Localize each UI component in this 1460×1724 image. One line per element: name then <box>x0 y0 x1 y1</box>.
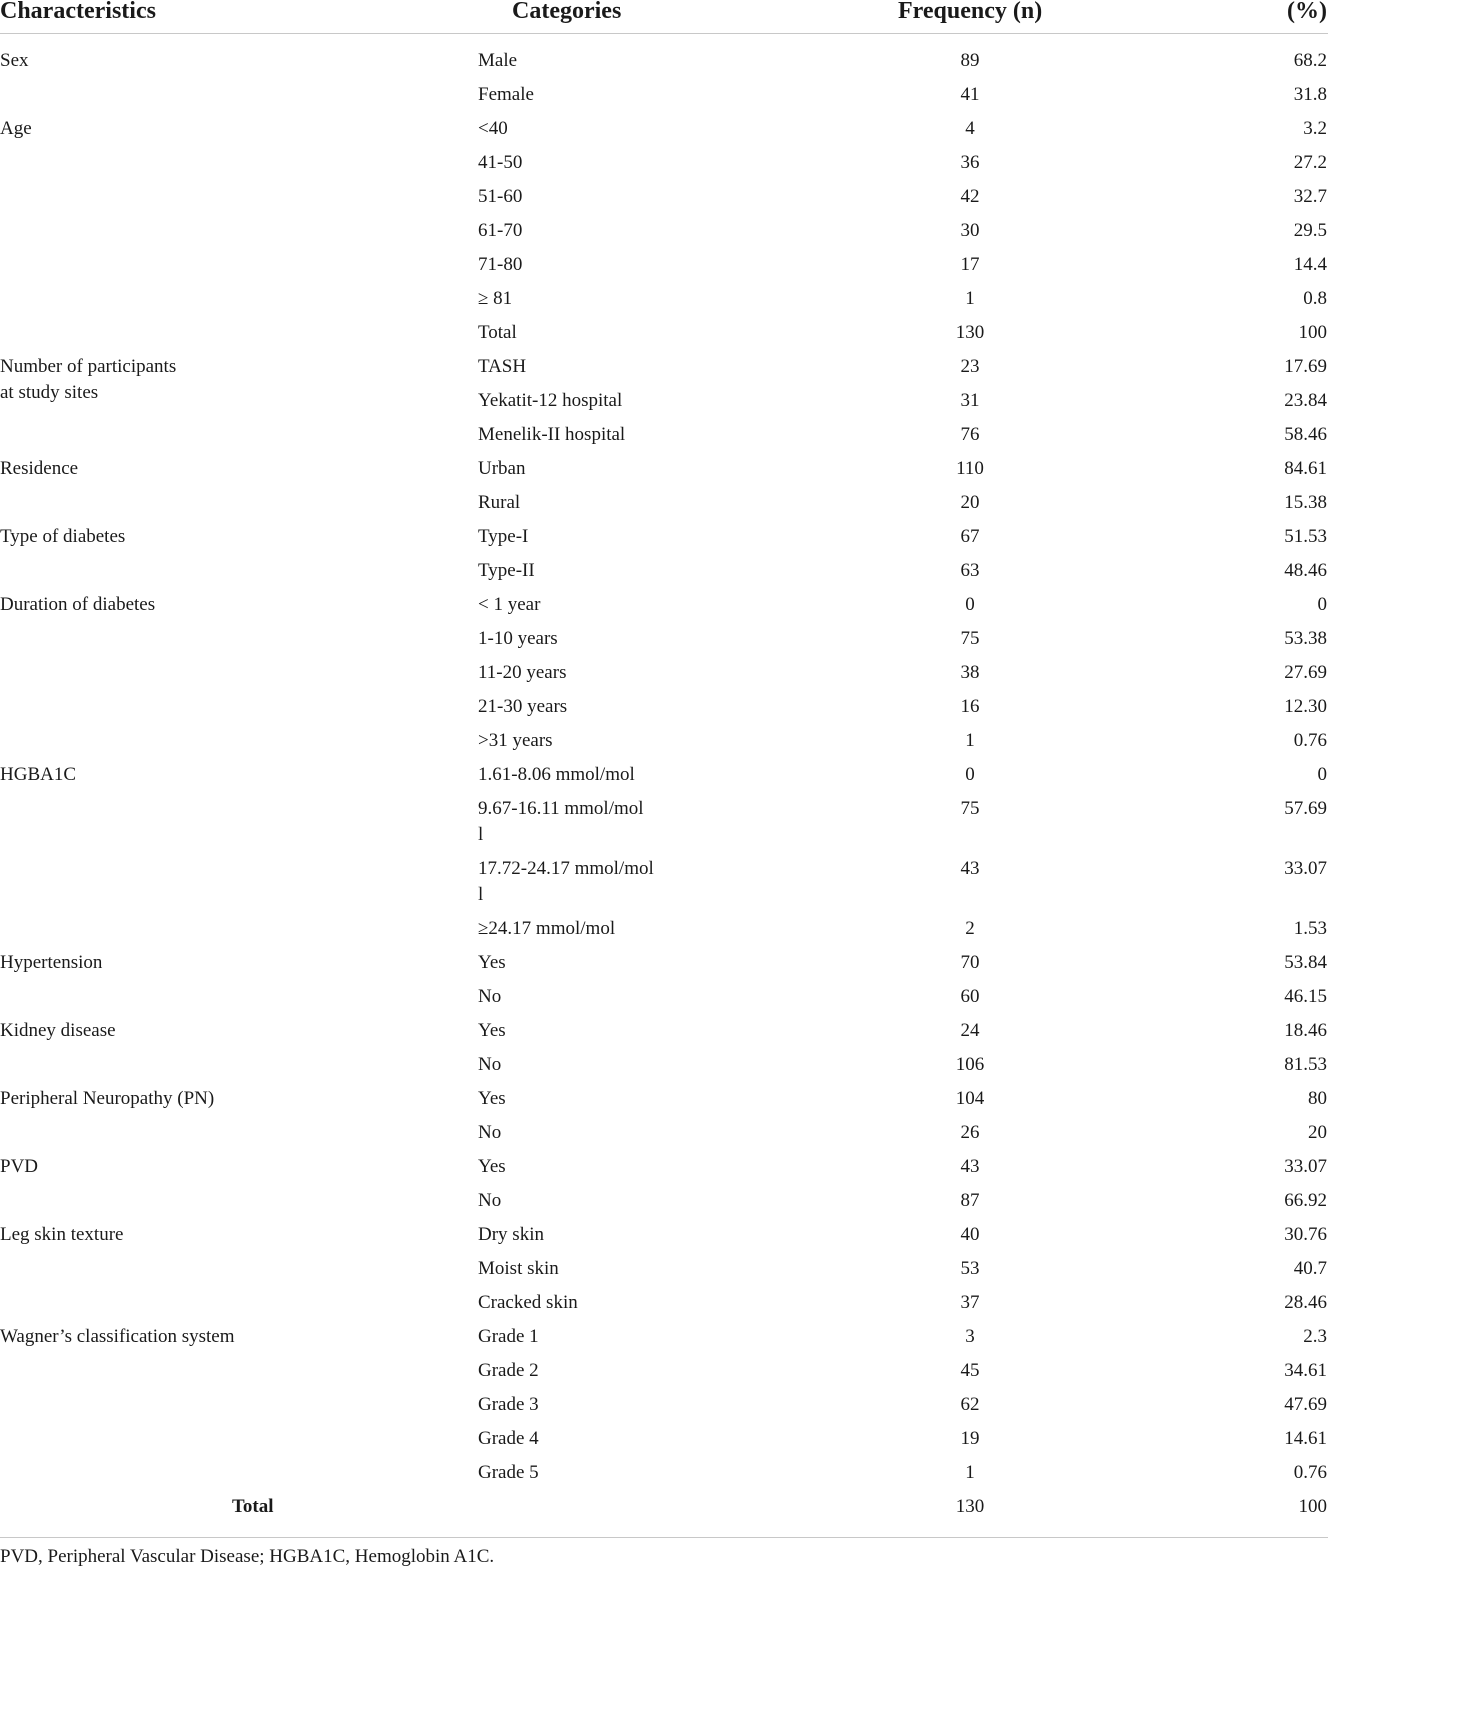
category-label: Grade 5 <box>478 1462 539 1483</box>
frequency-value: 1 <box>965 730 975 751</box>
frequency-value: 42 <box>960 186 980 207</box>
percent-value: 81.53 <box>1284 1054 1327 1075</box>
percent-value: 3.2 <box>1303 118 1327 139</box>
frequency-value: 45 <box>960 1360 980 1381</box>
category-label: 41-50 <box>478 152 523 173</box>
frequency-value: 130 <box>955 322 985 343</box>
percent-value: 2.3 <box>1303 1326 1327 1347</box>
percent-value: 15.38 <box>1284 492 1327 513</box>
percent-value: 40.7 <box>1293 1258 1327 1279</box>
category-label: 61-70 <box>478 220 523 241</box>
category-label: No <box>478 1122 502 1143</box>
characteristic-label: Age <box>0 118 32 139</box>
percent-value: 14.61 <box>1284 1428 1327 1449</box>
frequency-value: 31 <box>960 390 980 411</box>
category-label: Menelik-II hospital <box>478 424 626 445</box>
percent-value: 0.8 <box>1303 288 1327 309</box>
category-label: No <box>478 986 502 1007</box>
category-label: Type-I <box>478 526 529 547</box>
category-label: 9.67-16.11 mmol/mol <box>478 798 644 819</box>
frequency-value: 0 <box>965 764 975 785</box>
percent-value: 34.61 <box>1284 1360 1327 1381</box>
category-label: ≥ 81 <box>478 288 513 309</box>
category-label: < 1 year <box>478 594 541 615</box>
frequency-value: 60 <box>960 986 980 1007</box>
frequency-value: 104 <box>955 1088 985 1109</box>
frequency-value: 20 <box>960 492 980 513</box>
characteristic-label: Number of participants <box>0 356 177 377</box>
frequency-value: 106 <box>955 1054 985 1075</box>
total-percent: 100 <box>1298 1496 1327 1517</box>
frequency-value: 1 <box>965 288 975 309</box>
category-label: Total <box>478 322 517 343</box>
frequency-value: 41 <box>960 84 980 105</box>
frequency-value: 19 <box>960 1428 980 1449</box>
category-label: Cracked skin <box>478 1292 578 1313</box>
category-label: <40 <box>478 118 508 139</box>
frequency-value: 4 <box>965 118 975 139</box>
category-label: TASH <box>478 356 527 377</box>
frequency-value: 36 <box>960 152 980 173</box>
frequency-value: 2 <box>965 918 975 939</box>
characteristic-label: Type of diabetes <box>0 526 126 547</box>
characteristic-label: Sex <box>0 50 29 71</box>
characteristic-label: HGBA1C <box>0 764 77 785</box>
category-label: 1-10 years <box>478 628 558 649</box>
category-label-line2: l <box>478 884 484 905</box>
header-characteristics: Characteristics <box>0 0 156 24</box>
header-frequency: Frequency (n) <box>898 0 1043 24</box>
percent-value: 57.69 <box>1284 798 1327 819</box>
percent-value: 47.69 <box>1284 1394 1327 1415</box>
characteristic-label: Wagner’s classification system <box>0 1326 235 1347</box>
category-label: Yes <box>478 1156 506 1177</box>
category-label: No <box>478 1190 502 1211</box>
header-rule <box>0 33 1328 34</box>
percent-value: 1.53 <box>1293 918 1327 939</box>
percent-value: 27.2 <box>1293 152 1327 173</box>
characteristic-label-line2: at study sites <box>0 382 99 403</box>
percent-value: 0 <box>1317 594 1327 615</box>
characteristic-label: Residence <box>0 458 79 479</box>
frequency-value: 89 <box>960 50 980 71</box>
frequency-value: 0 <box>965 594 975 615</box>
percent-value: 0 <box>1317 764 1327 785</box>
frequency-value: 75 <box>960 628 980 649</box>
percent-value: 23.84 <box>1284 390 1327 411</box>
characteristic-label: Peripheral Neuropathy (PN) <box>0 1088 215 1109</box>
percent-value: 80 <box>1308 1088 1327 1109</box>
percent-value: 100 <box>1298 322 1327 343</box>
category-label: No <box>478 1054 502 1075</box>
category-label: ≥24.17 mmol/mol <box>478 918 616 939</box>
percent-value: 30.76 <box>1284 1224 1327 1245</box>
frequency-value: 38 <box>960 662 980 683</box>
frequency-value: 37 <box>960 1292 980 1313</box>
category-label: Type-II <box>478 560 535 581</box>
category-label: 1.61-8.06 mmol/mol <box>478 764 635 785</box>
percent-value: 29.5 <box>1293 220 1327 241</box>
frequency-value: 26 <box>960 1122 980 1143</box>
category-label: Grade 2 <box>478 1360 539 1381</box>
frequency-value: 70 <box>960 952 980 973</box>
category-label: 51-60 <box>478 186 523 207</box>
percent-value: 51.53 <box>1284 526 1327 547</box>
characteristic-label: Kidney disease <box>0 1020 116 1041</box>
category-label: 11-20 years <box>478 662 567 683</box>
category-label: Male <box>478 50 518 71</box>
frequency-value: 62 <box>960 1394 980 1415</box>
percent-value: 33.07 <box>1284 858 1327 879</box>
percent-value: 58.46 <box>1284 424 1327 445</box>
characteristic-label: Leg skin texture <box>0 1224 124 1245</box>
percent-value: 46.15 <box>1284 986 1327 1007</box>
percent-value: 0.76 <box>1293 1462 1327 1483</box>
total-label: Total <box>232 1496 274 1517</box>
percent-value: 33.07 <box>1284 1156 1327 1177</box>
percent-value: 17.69 <box>1284 356 1327 377</box>
frequency-value: 63 <box>960 560 980 581</box>
frequency-value: 87 <box>960 1190 980 1211</box>
percent-value: 66.92 <box>1284 1190 1327 1211</box>
category-label: Yes <box>478 1088 506 1109</box>
frequency-value: 40 <box>960 1224 980 1245</box>
category-label: Grade 1 <box>478 1326 539 1347</box>
category-label: Yekatit-12 hospital <box>478 390 623 411</box>
characteristic-label: PVD <box>0 1156 39 1177</box>
percent-value: 0.76 <box>1293 730 1327 751</box>
frequency-value: 110 <box>956 458 984 479</box>
total-frequency: 130 <box>955 1496 985 1517</box>
category-label: Yes <box>478 1020 506 1041</box>
percent-value: 32.7 <box>1293 186 1327 207</box>
characteristic-label: Hypertension <box>0 952 103 973</box>
category-label-line2: l <box>478 824 484 845</box>
category-label: Dry skin <box>478 1224 544 1245</box>
frequency-value: 43 <box>960 858 980 879</box>
frequency-value: 43 <box>960 1156 980 1177</box>
category-label: Moist skin <box>478 1258 559 1279</box>
percent-value: 14.4 <box>1293 254 1327 275</box>
frequency-value: 53 <box>960 1258 980 1279</box>
percent-value: 84.61 <box>1284 458 1327 479</box>
header-categories: Categories <box>512 0 622 24</box>
characteristic-label: Duration of diabetes <box>0 594 156 615</box>
table-footnote: PVD, Peripheral Vascular Disease; HGBA1C, Hemoglobin A1C. <box>0 1546 495 1567</box>
category-label: 17.72-24.17 mmol/mol <box>478 858 654 879</box>
frequency-value: 17 <box>960 254 980 275</box>
frequency-value: 23 <box>960 356 980 377</box>
frequency-value: 75 <box>960 798 980 819</box>
frequency-value: 1 <box>965 1462 975 1483</box>
percent-value: 28.46 <box>1284 1292 1327 1313</box>
percent-value: 20 <box>1308 1122 1327 1143</box>
category-label: Female <box>478 84 534 105</box>
frequency-value: 3 <box>965 1326 975 1347</box>
frequency-value: 30 <box>960 220 980 241</box>
percent-value: 53.84 <box>1284 952 1327 973</box>
frequency-value: 24 <box>960 1020 980 1041</box>
category-label: Grade 3 <box>478 1394 539 1415</box>
percent-value: 31.8 <box>1293 84 1327 105</box>
percent-value: 18.46 <box>1284 1020 1327 1041</box>
percent-value: 48.46 <box>1284 560 1327 581</box>
percent-value: 27.69 <box>1284 662 1327 683</box>
footer-rule <box>0 1537 1328 1538</box>
frequency-value: 67 <box>960 526 980 547</box>
category-label: Grade 4 <box>478 1428 539 1449</box>
percent-value: 68.2 <box>1293 50 1327 71</box>
percent-value: 53.38 <box>1284 628 1327 649</box>
percent-value: 12.30 <box>1284 696 1327 717</box>
category-label: 21-30 years <box>478 696 568 717</box>
category-label: Yes <box>478 952 506 973</box>
category-label: Urban <box>478 458 526 479</box>
category-label: >31 years <box>478 730 553 751</box>
frequency-value: 16 <box>960 696 980 717</box>
frequency-value: 76 <box>960 424 980 445</box>
category-label: 71-80 <box>478 254 523 275</box>
header-percent: (%) <box>1287 0 1327 24</box>
category-label: Rural <box>478 492 521 513</box>
